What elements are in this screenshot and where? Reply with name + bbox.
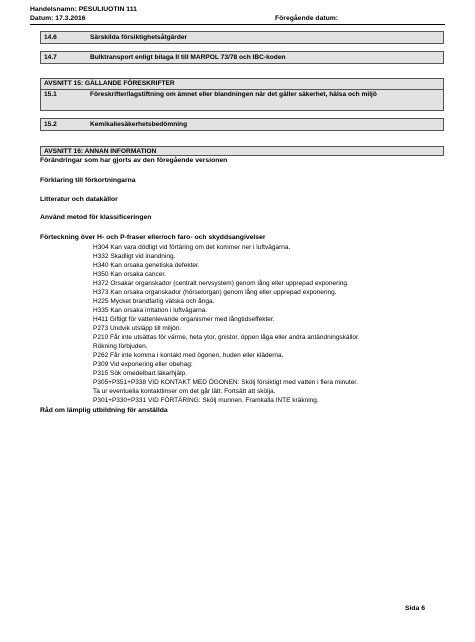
section-heading: Föreskrifter/lagstiftning om ämnet eller blandningen när det gäller säkerhet, hälsa och miljö — [90, 91, 377, 98]
section-number: 15.2 — [44, 121, 57, 128]
phrase-line: P301+P330+P331 VID FÖRTÄRING: Skölj munnen. Framkalla INTE kräkning. — [93, 397, 319, 404]
section-16-title-bar — [40, 146, 444, 156]
header-divider — [30, 24, 445, 25]
trade-name: Handelsnamn: PESULIUOTIN 111 — [30, 6, 137, 13]
phrase-line: Rökning förbjuden. — [93, 343, 148, 350]
phrases-list-heading: Förteckning över H- och P-fraser eller/och faro- och skyddsangivelser — [40, 234, 266, 241]
phrase-line: H372 Orsakar organskador (centralt nervsystem) genom lång eller upprepad exponering. — [93, 280, 349, 287]
phrase-line: P305+P351+P338 VID KONTAKT MED ÖGONEN: Skölj försiktigt med vatten i flera minuter. — [93, 379, 358, 386]
section-heading: Bulktransport enligt bilaga II till MARPOL 73/78 och IBC-koden — [90, 54, 286, 61]
phrase-line: H373 Kan orsaka organskador (hörselorgan) genom lång eller upprepad exponering. — [93, 289, 337, 296]
phrase-line: H304 Kan vara dödligt vid förtäring om det kommer ner i luftvägarna. — [93, 244, 291, 251]
phrase-line: H350 Kan orsaka cancer. — [93, 271, 166, 278]
phrase-line: H411 Giftigt för vattenlevande organismer med långtidseffekter. — [93, 316, 275, 323]
phrase-line: P262 Får inte komma i kontakt med ögonen, huden eller kläderna. — [93, 352, 284, 359]
section-number: 15.1 — [44, 91, 57, 98]
section-title: AVSNITT 15: GÄLLANDE FÖRESKRIFTER — [44, 80, 175, 87]
changes-heading: Förändringar som har gjorts av den föregående versionen — [40, 157, 228, 164]
section-15-block — [40, 78, 444, 111]
phrase-line: H332 Skadligt vid inandning. — [93, 253, 176, 260]
phrase-line: P273 Undvik utsläpp till miljön. — [93, 325, 182, 332]
training-heading: Råd om lämplig utbildning för anställda — [40, 407, 168, 414]
phrase-line: P309 Vid exponering eller obehag: — [93, 361, 193, 368]
phrase-line: Ta ur eventuella kontaktlinser om det går lätt. Fortsätt att skölja. — [93, 388, 276, 395]
section-14-6-row — [40, 31, 444, 44]
section-heading: Kemikaliesäkerhetsbedömning — [90, 121, 188, 128]
section-title: AVSNITT 16: ANNAN INFORMATION — [44, 148, 157, 155]
abbreviations-heading: Förklaring till förkortningarna — [40, 177, 136, 184]
method-heading: Använd metod för klassificeringen — [40, 214, 152, 221]
section-14-7-row — [40, 51, 444, 64]
section-15-2-row — [40, 118, 444, 131]
page-number: Sida 6 — [405, 605, 426, 612]
section-number: 14.6 — [44, 34, 57, 41]
phrase-line: P210 Får inte utsättas för värme, heta ytor, gnistor, öppen låga eller andra antändningskällor. — [93, 334, 360, 341]
phrase-line: H225 Mycket brandfarlig vätska och ånga. — [93, 298, 215, 305]
section-number: 14.7 — [44, 54, 57, 61]
document-date: Datum: 17.3.2016 — [30, 15, 86, 22]
section-divider — [41, 89, 443, 90]
previous-date: Föregående datum: — [275, 15, 339, 22]
section-heading: Särskilda försiktighetsåtgärder — [90, 34, 188, 41]
phrase-line: H340 Kan orsaka genetiska defekter. — [93, 262, 200, 269]
literature-heading: Litteratur och datakällor — [40, 196, 118, 203]
phrase-line: P315 Sök omedelbart läkarhjälp. — [93, 370, 187, 377]
phrase-line: H335 Kan orsaka irritation i luftvägarna. — [93, 307, 208, 314]
